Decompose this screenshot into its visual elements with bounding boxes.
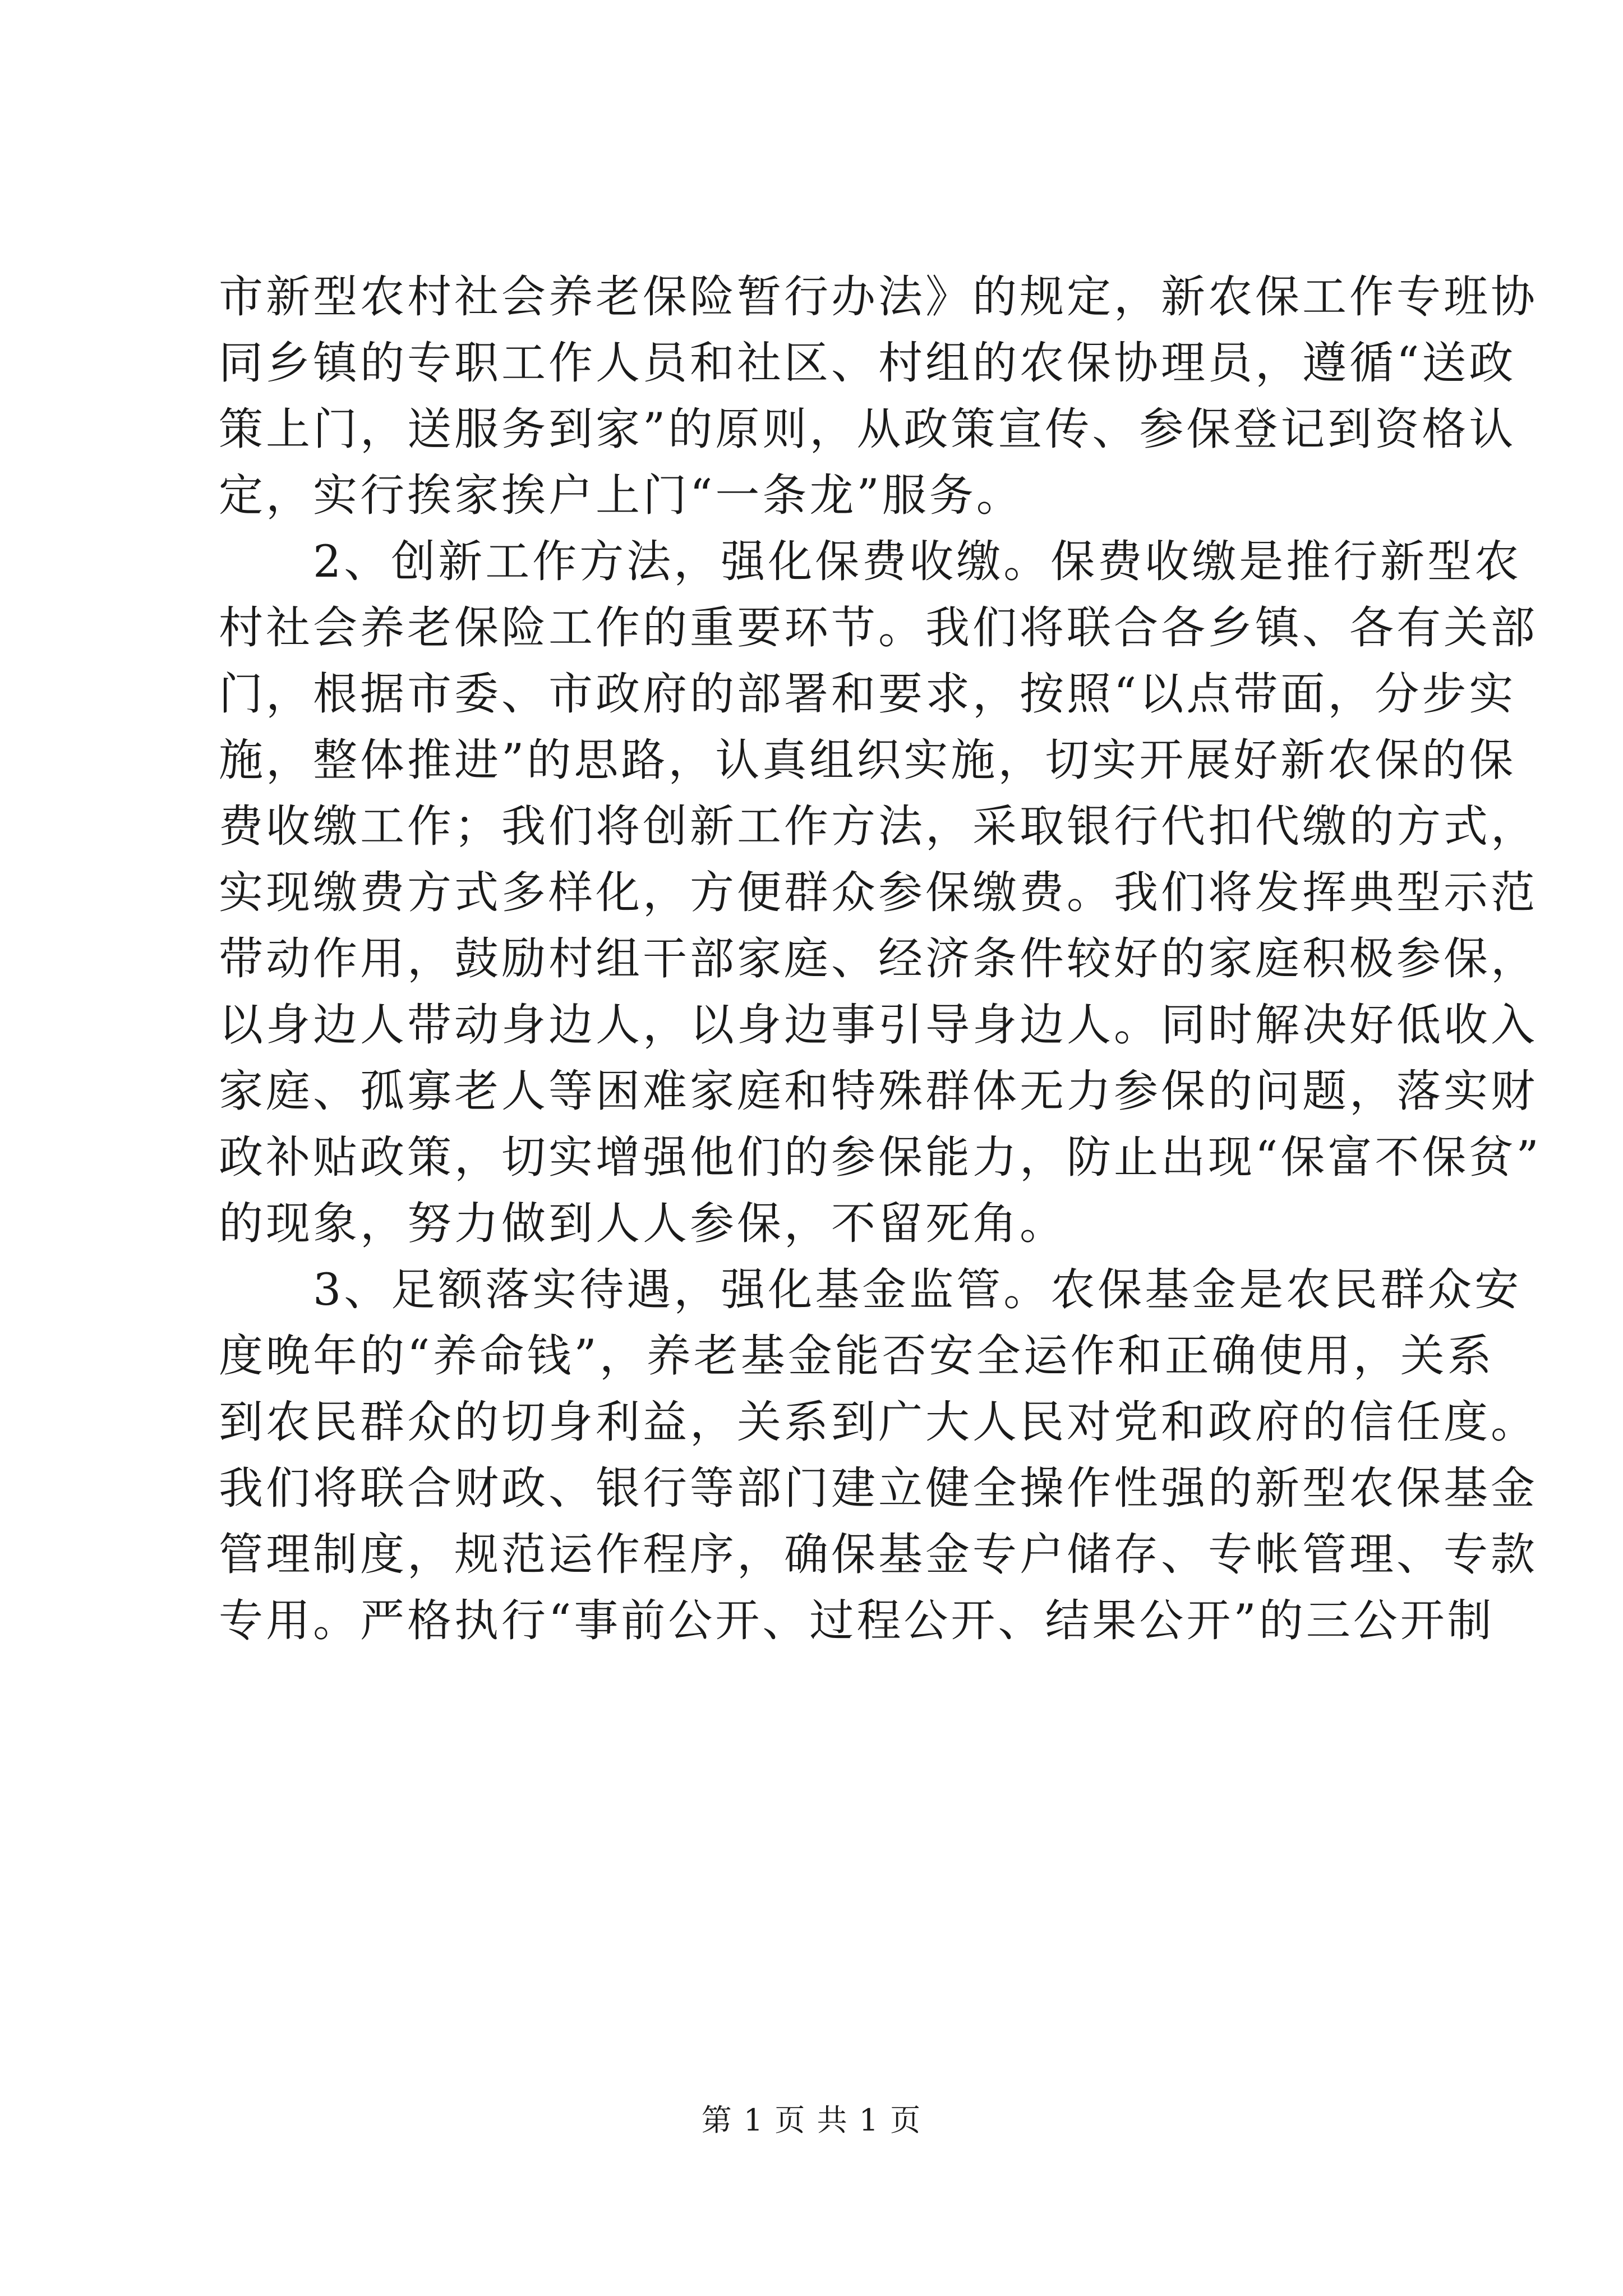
text-line: 专用。严格执行“事前公开、过程公开、结果公开”的三公开制 [219,1595,1495,1646]
text-line: 费收缴工作；我们将创新工作方法，采取银行代扣代缴的方式， [219,800,1538,852]
text-line: 我们将联合财政、银行等部门建立健全操作性强的新型农保基金 [219,1462,1538,1514]
text-line: 施，整体推进”的思路，认真组织实施，切实开展好新农保的保 [219,734,1516,786]
text-line: 的现象，努力做到人人参保，不留死角。 [219,1198,1067,1249]
text-line: 村社会养老保险工作的重要环节。我们将联合各乡镇、各有关部 [219,602,1538,654]
text-line: 家庭、孤寡老人等困难家庭和特殊群体无力参保的问题，落实财 [219,1065,1538,1117]
text-line: 度晚年的“养命钱”，养老基金能否安全运作和正确使用，关系 [219,1330,1495,1382]
text-line: 实现缴费方式多样化，方便群众参保缴费。我们将发挥典型示范 [219,867,1538,918]
text-line: 市新型农村社会养老保险暂行办法》的规定，新农保工作专班协 [219,271,1538,323]
text-line: 策上门，送服务到家”的原则，从政策宣传、参保登记到资格认 [219,403,1516,455]
text-line: 政补贴政策，切实增强他们的参保能力，防止出现“保富不保贫” [219,1131,1542,1183]
text-line: 到农民群众的切身利益，关系到广大人民对党和政府的信任度。 [219,1396,1538,1448]
text-line: 带动作用，鼓励村组干部家庭、经济条件较好的家庭积极参保， [219,933,1538,984]
text-line: 3、足额落实待遇，强化基金监管。农保基金是农民群众安 [313,1264,1522,1315]
text-line: 同乡镇的专职工作人员和社区、村组的农保协理员，遵循“送政 [219,337,1516,389]
body-text [219,264,1542,1654]
text-line: 门，根据市委、市政府的部署和要求，按照“以点带面，分步实 [219,668,1516,720]
text-line: 管理制度，规范运作程序，确保基金专户储存、专帐管理、专款 [219,1529,1538,1580]
text-line: 2、创新工作方法，强化保费收缴。保费收缴是推行新型农 [313,536,1522,587]
page-footer: 第 1 页 共 1 页 [701,2102,922,2138]
text-line: 定，实行挨家挨户上门“一条龙”服务。 [219,470,1023,521]
text-line: 以身边人带动身边人，以身边事引导身边人。同时解决好低收入 [219,999,1538,1051]
